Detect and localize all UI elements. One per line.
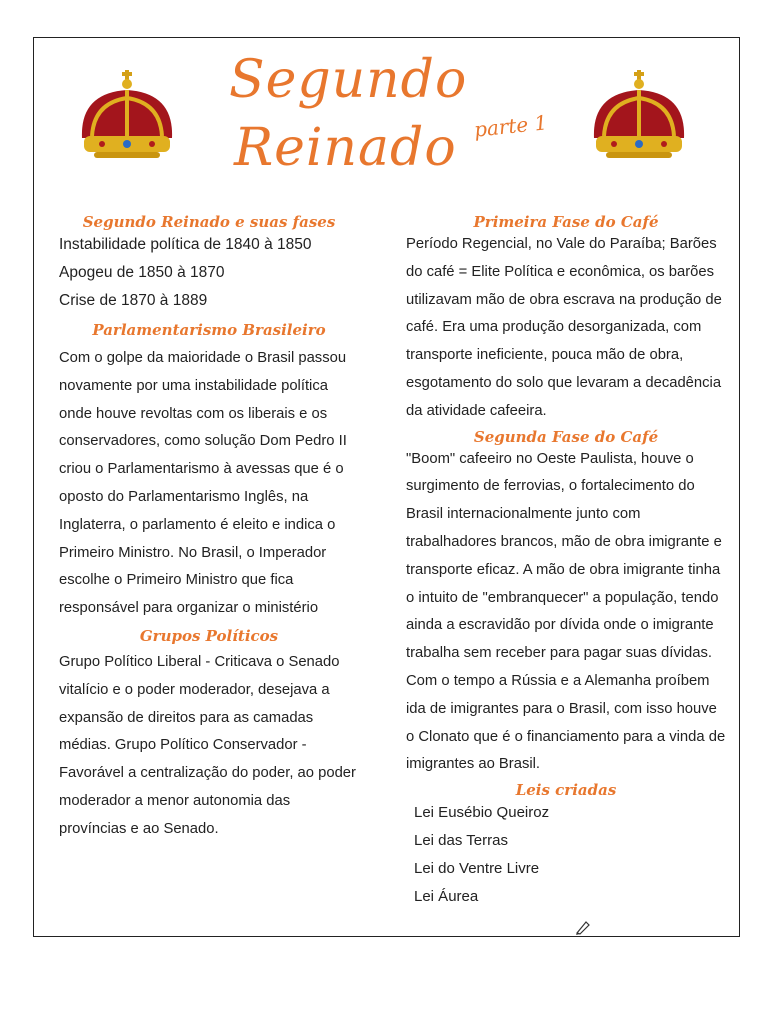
primeira-fase-text: Período Regencial, no Vale do Paraíba; Barões do café = Elite Política e econômica, os barões utilizavam mão de obra escrava na produção de café. Era uma produção desorganizada, com transporte ineficiente, pouca mão de obra, esgotamento do solo que levaram a decadência da atividade cafeeira. [406,236,722,419]
section-heading-parlamentarismo: Parlamentarismo Brasileiro [92,321,326,339]
right-column [406,213,726,911]
grupos-text: Grupo Político Liberal - Criticava o Senado vitalício e o poder moderador, desejava a expansão de direitos para as camadas médias. Grupo Político Conservador - Favorável a centralização do poder, ao poder moderador a menor autonomia das províncias e ao Senado. [59,653,356,837]
segunda-fase-text: "Boom" cafeeiro no Oeste Paulista, houve o surgimento de ferrovias, o fortalecimento do Brasil internacionalmente junto com trabalhadores brancos, mão de obra imigrante e transporte eficaz. A mão de obra imigrante tinha o intuito de "embranquecer" a população, tendo ainda a escravidão por dívida onde o imigrante trabalha sem receber para pagar suas dívidas. Com o tempo a Rússia e a Alemanha proíbem ida de imigrantes para o Brasil, com isso houve o Clonato que é o financiamento para a vinda de imigrantes ao Brasil. [406,450,726,773]
document-page [33,37,740,937]
section-heading-segunda-fase: Segunda Fase do Café [473,427,659,446]
law-item: Lei do Ventre Livre [414,860,540,878]
fase-line: Apogeu de 1850 à 1870 [59,264,225,281]
page-title-line2: Reinado [234,118,457,178]
fase-line: Instabilidade política de 1840 à 1850 [59,236,312,253]
section-heading-grupos: Grupos Políticos [139,626,279,645]
crown-icon [584,68,694,168]
law-item: Lei Eusébio Queiroz [414,804,550,822]
fases-list [59,231,359,315]
crown-icon [72,68,182,168]
section-heading-leis: Leis criadas [515,781,617,800]
law-item: Lei Áurea [414,888,479,906]
section-heading-fases: Segundo Reinado e suas fases [82,213,336,231]
law-item: Lei das Terras [414,832,508,850]
left-column [59,213,359,844]
section-heading-primeira-fase: Primeira Fase do Café [473,213,659,231]
fase-line: Crise de 1870 à 1889 [59,292,208,309]
page-title-line1: Segundo [229,50,468,110]
page-subtitle: parte 1 [472,110,549,142]
parlamentarismo-text: Com o golpe da maioridade o Brasil passou novamente por uma instabilidade política onde houve revoltas com os liberais e os conservadores, como solução Dom Pedro II criou o Parlamentarismo à avessas que é o oposto do Parlamentarismo Inglês, na Inglaterra, o parlamento é eleito e indica o Primeiro Ministro. No Brasil, o Imperador escolhe o Primeiro Ministro que fica responsável para organizar o ministério [59,350,347,617]
pen-hand-icon [574,918,592,936]
